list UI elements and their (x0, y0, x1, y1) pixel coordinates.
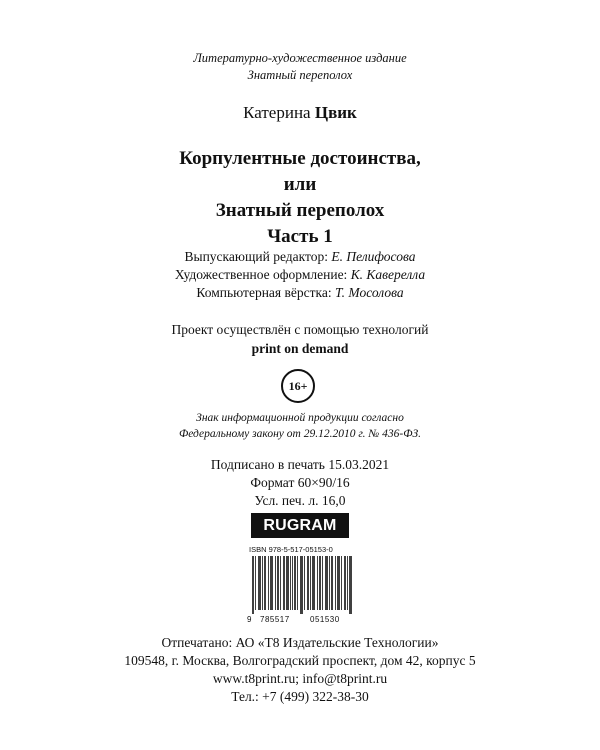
barcode-bar (297, 556, 298, 610)
age-rating-badge: 16+ (281, 369, 315, 403)
barcode-icon (252, 556, 352, 614)
barcode-bar (284, 556, 285, 610)
barcode-digit: 9 (247, 615, 252, 624)
title-line: или (283, 174, 317, 195)
barcode-bar (308, 556, 309, 610)
book-title (0, 146, 600, 250)
barcode-bar (313, 556, 314, 610)
barcode-bar (283, 556, 284, 610)
barcode-bar (335, 556, 336, 610)
barcode-bar (275, 556, 276, 610)
printed-sheets: Усл. печ. л. 16,0 (254, 493, 346, 508)
print-info (0, 456, 600, 510)
barcode-bar (280, 556, 281, 610)
author-last-name: Цвик (314, 103, 357, 122)
credits (0, 248, 600, 302)
barcode-bar (319, 556, 320, 610)
barcode-bar (252, 556, 253, 614)
rugram-logo: RUGRAM (251, 513, 349, 538)
barcode-bar (294, 556, 295, 610)
barcode-bar (325, 556, 326, 610)
barcode-bar (302, 556, 303, 614)
barcode-bar (350, 556, 351, 614)
barcode-bar (349, 556, 350, 614)
isbn: ISBN 978-5-517-05153-0 (249, 545, 333, 554)
barcode-bar (272, 556, 273, 610)
barcode-bar (337, 556, 338, 610)
law-note: Знак информационной продукции согласно Федеральному закону от 29.12.2010 г. № 436-ФЗ. (178, 412, 422, 440)
barcode-bar (253, 556, 254, 614)
barcode-bar (345, 556, 346, 610)
title-line: Знатный переполох (215, 200, 385, 221)
credit-design: Художественное оформление: К. Каверелла (174, 267, 426, 282)
barcode-bar (290, 556, 291, 610)
barcode-bar (338, 556, 339, 610)
barcode-bar (307, 556, 308, 610)
title-line: Часть 1 (267, 226, 333, 247)
barcode-bar (264, 556, 265, 610)
barcode-bar (329, 556, 330, 610)
barcode-bar (317, 556, 318, 610)
print-on-demand: print on demand (251, 341, 349, 356)
barcode-bar (268, 556, 269, 610)
genre-block (0, 50, 600, 84)
barcode-bar (260, 556, 261, 610)
barcode-bar (320, 556, 321, 610)
barcode-digits-right: 051530 (310, 615, 340, 624)
barcode-bar (326, 556, 327, 610)
barcode-bar (262, 556, 263, 610)
barcode-bar (331, 556, 332, 610)
barcode-bar (300, 556, 301, 614)
barcode-bar (351, 556, 352, 614)
barcode-bar (314, 556, 315, 610)
barcode-digits-left: 785517 (260, 615, 290, 624)
barcode-bar (259, 556, 260, 610)
barcode-bar (295, 556, 296, 610)
barcode-bar (327, 556, 328, 610)
credit-layout: Компьютерная вёрстка: Т. Мосолова (196, 285, 404, 300)
barcode-bar (265, 556, 266, 610)
signed-date: Подписано в печать 15.03.2021 (210, 457, 390, 472)
barcode-bar (332, 556, 333, 610)
barcode-bar (344, 556, 345, 610)
barcode-bar (347, 556, 348, 610)
barcode-bar (304, 556, 305, 610)
barcode-bar (288, 556, 289, 610)
barcode-bar (292, 556, 293, 610)
barcode-bar (278, 556, 279, 610)
credit-editor: Выпускающий редактор: Е. Пелифосова (184, 249, 416, 264)
title-line: Корпулентные достоинства, (179, 148, 421, 169)
barcode-bar (277, 556, 278, 610)
barcode-bar (301, 556, 302, 614)
barcode-bar (310, 556, 311, 610)
project-note: Проект осуществлён с помощью технологий print on demand (171, 322, 429, 356)
barcode-bar (255, 556, 256, 610)
barcode-bar (271, 556, 272, 610)
printer-info: Отпечатано: АО «Т8 Издательские Технологии» 109548, г. Москва, Волгоградский проспект, дом 42, корпус 5 www.t8print.ru; info@t8print.ru Тел.: +7 (499) 322-38-30 (124, 635, 476, 704)
genre-line: Литературно-художественное издание (193, 51, 407, 65)
format: Формат 60×90/16 (250, 475, 350, 490)
author (0, 103, 600, 123)
barcode-bar (258, 556, 259, 610)
barcode-bar (339, 556, 340, 610)
barcode-bar (312, 556, 313, 610)
series-line: Знатный переполох (247, 68, 353, 82)
author-first-name: Катерина (243, 103, 311, 122)
barcode-bar (322, 556, 323, 610)
barcode-bar (287, 556, 288, 610)
barcode-bar (341, 556, 342, 610)
barcode-bar (286, 556, 287, 610)
barcode-bar (270, 556, 271, 610)
